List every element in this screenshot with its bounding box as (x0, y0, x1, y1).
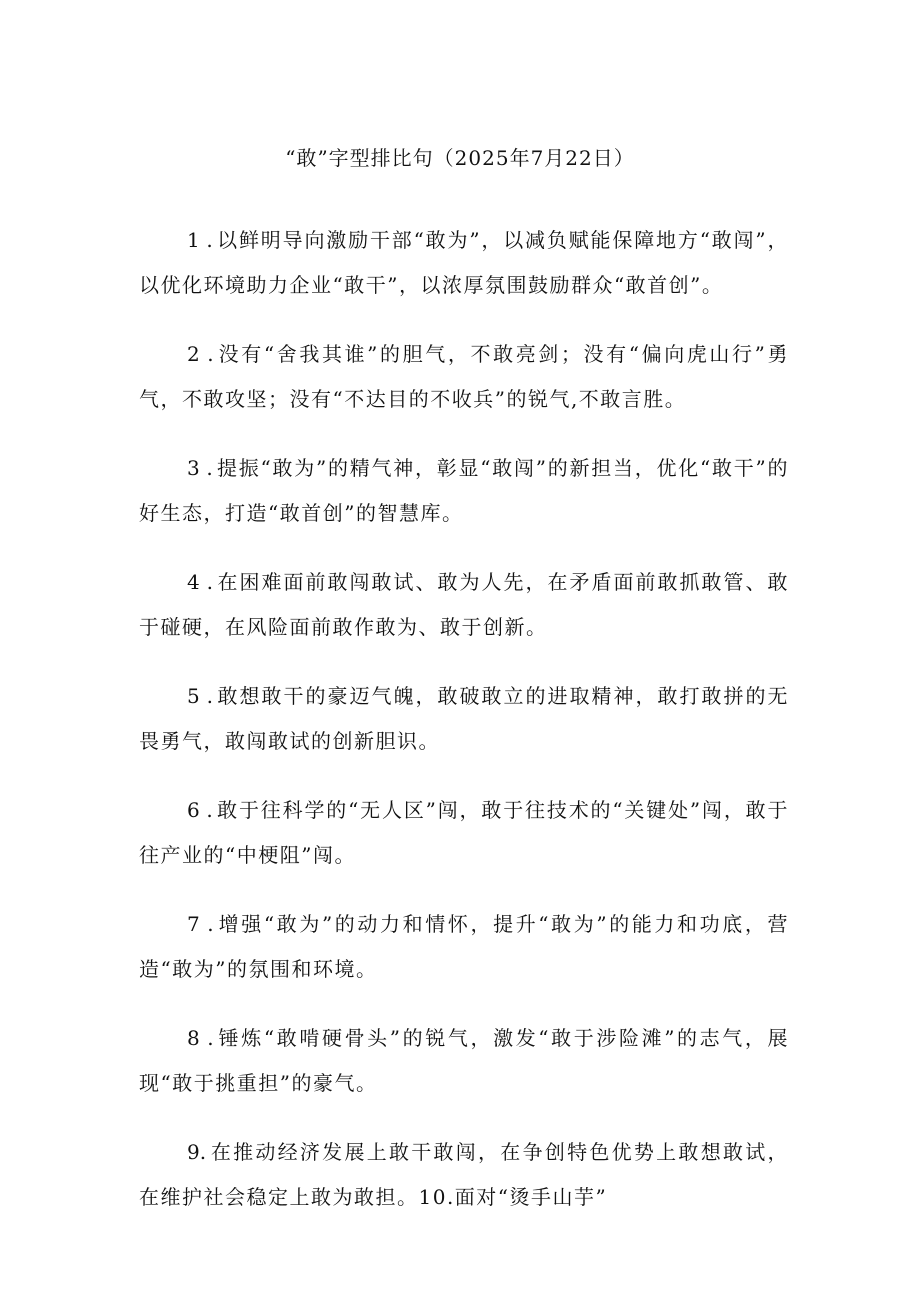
paragraph-text: 增强“敢为”的动力和情怀，提升“敢为”的能力和功底，营造“敢为”的氛围和环境。 (139, 912, 789, 981)
paragraph-7 (139, 902, 789, 992)
paragraph-text: 提振“敢为”的精气神，彰显“敢闯”的新担当，优化“敢干”的好生态，打造“敢首创”的智慧库。 (139, 456, 789, 525)
paragraph-1 (139, 218, 789, 308)
paragraph-text: 以鲜明导向激励干部“敢为”，以减负赋能保障地方“敢闯”，以优化环境助力企业“敢干”，以浓厚氛围鼓励群众“敢首创”。 (139, 228, 789, 297)
paragraph-number: 7 . (187, 912, 214, 936)
paragraph-number: 6 . (187, 798, 213, 822)
paragraph-9 (139, 1130, 789, 1220)
paragraph-text: 敢于往科学的“无人区”闯，敢于往技术的“关键处”闯，敢于往产业的“中梗阻”闯。 (139, 798, 789, 867)
document-title: “敢”字型排比句（2025年7月22日） (285, 146, 635, 170)
paragraph-number: 9. (187, 1140, 207, 1164)
paragraph-text: 锤炼“敢啃硬骨头”的锐气，激发“敢于涉险滩”的志气，展现“敢于挑重担”的豪气。 (139, 1026, 789, 1095)
paragraph-number: 3 . (187, 456, 213, 480)
paragraph-text: 没有“舍我其谁”的胆气，不敢亮剑；没有“偏向虎山行”勇气，不敢攻坚；没有“不达目的不收兵”的锐气,不敢言胜。 (139, 342, 789, 411)
paragraph-6 (139, 788, 789, 878)
paragraph-number: 1 . (187, 228, 213, 252)
paragraph-number: 2 . (187, 342, 214, 366)
document-body (139, 218, 789, 1244)
paragraph-3 (139, 446, 789, 536)
paragraph-2 (139, 332, 789, 422)
paragraph-text: 在困难面前敢闯敢试、敢为人先，在矛盾面前敢抓敢管、敢于碰硬，在风险面前敢作敢为、敢于创新。 (139, 570, 789, 639)
paragraph-text: 敢想敢干的豪迈气魄，敢破敢立的进取精神，敢打敢拼的无畏勇气，敢闯敢试的创新胆识。 (139, 684, 789, 753)
paragraph-5 (139, 674, 789, 764)
paragraph-8 (139, 1016, 789, 1106)
paragraph-4 (139, 560, 789, 650)
paragraph-number: 4 . (187, 570, 213, 594)
paragraph-number: 5 . (187, 684, 213, 708)
paragraph-number: 8 . (187, 1026, 214, 1050)
paragraph-text: 在推动经济发展上敢干敢闯，在争创特色优势上敢想敢试，在维护社会稳定上敢为敢担。10.面对“烫手山芋” (139, 1140, 789, 1209)
